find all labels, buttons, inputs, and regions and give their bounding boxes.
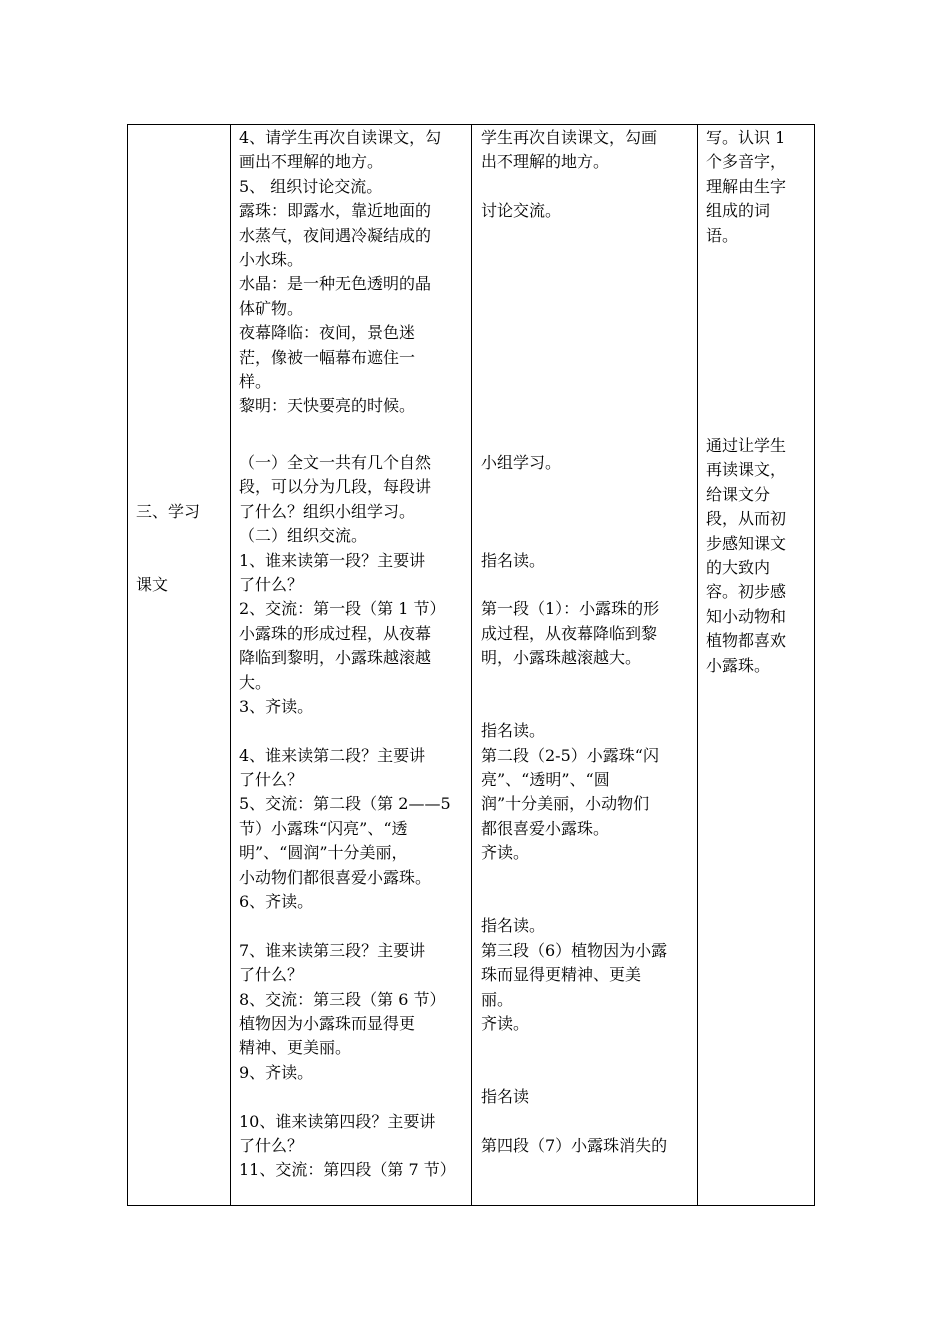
design-intent-line: 植物都喜欢 [706,631,787,651]
teacher-activity-line: 了什么？ [239,770,304,790]
teacher-activity-line: 5、交流：第二段（第 2——5 [239,794,451,814]
student-activity-line [481,890,693,914]
student-activity-line [481,573,693,597]
student-activity-line: 第二段（2-5）小露珠“闪 [481,745,659,765]
student-activity-line [481,1061,693,1085]
teacher-activity-line [239,719,467,743]
design-intent-line: 给课文分 [706,484,771,504]
teacher-activity-line [239,1085,467,1109]
teacher-activity-line: 7、谁来读第三段？主要讲 [239,940,426,960]
design-intent-block-1 [706,126,810,248]
design-intent-block-2 [706,434,810,678]
teacher-activity-line: 夜幕降临：夜间，景色迷 [239,323,416,343]
student-activity-line: 齐读。 [481,843,530,863]
section-label-line [136,500,221,524]
student-activity-line: 讨论交流。 [481,201,562,221]
design-intent-line: 容。初步感 [706,582,787,602]
student-activity-line: 学生再次自读课文，勾画 [481,128,658,147]
student-activity-line: 齐读。 [481,1013,530,1033]
student-activity-line [481,500,693,524]
design-intent-line: 再读课文， [706,460,787,480]
teacher-activity-line: 3、齐读。 [239,696,314,716]
teacher-activity-line: （一）全文一共有几个自然 [239,453,432,472]
teacher-activity-line: 4、谁来读第二段？主要讲 [239,745,426,765]
design-intent-line: 理解由生字 [706,176,787,196]
student-activity-line: 指名读。 [481,550,546,570]
teacher-activity-line [239,914,467,938]
design-intent-line: 小露珠。 [706,655,771,675]
teacher-activity-line: 2、交流：第一段（第 1 节） [239,599,446,619]
teacher-activity-line: 了什么？ [239,574,304,594]
student-activity-line: 第三段（6）植物因为小露 [481,940,668,960]
student-activity-line [481,524,693,548]
design-intent-line: 个多音字， [706,152,787,172]
student-activity-line: 第四段（7）小露珠消失的 [481,1135,668,1155]
table-divider [230,124,231,1206]
teacher-activity-line: 画出不理解的地方。 [239,152,384,172]
teacher-activity-line: 小水珠。 [239,249,304,269]
teacher-activity-line: 5、 组织讨论交流。 [239,176,383,196]
student-activity-line: 珠而显得更精神、更美 [481,965,642,985]
section-label-text: 三、学习 [136,501,201,521]
teacher-activity-line: 小动物们都很喜爱小露珠。 [239,867,432,887]
teacher-activity-line: 精神、更美丽。 [239,1038,352,1058]
student-activity-line: 亮”、“透明”、“圆 [481,770,610,790]
student-activity-line: 出不理解的地方。 [481,152,610,172]
student-activity-line: 指名读 [481,1087,530,1107]
design-intent-line: 步感知课文 [706,533,787,553]
section-label [136,451,221,646]
student-activity-block-1 [481,126,693,224]
student-activity-line: 润”十分美丽，小动物们 [481,794,650,814]
student-activity-line: 丽。 [481,989,514,1009]
design-intent-line: 段，从而初 [706,509,787,529]
teacher-activity-line: 露珠：即露水，靠近地面的 [239,201,432,221]
teacher-activity-block-2 [239,451,467,1183]
teacher-activity-line: 小露珠的形成过程，从夜幕 [239,623,432,643]
design-intent-line: 组成的词 [706,201,771,221]
student-activity-line: 指名读。 [481,721,546,741]
student-activity-line: 都很喜爱小露珠。 [481,818,610,838]
teacher-activity-line: 了什么？ [239,1135,304,1155]
student-activity-line [481,866,693,890]
teacher-activity-line: 样。 [239,371,272,391]
teacher-activity-line: 黎明：天快要亮的时候。 [239,396,416,416]
teacher-activity-block-1 [239,126,467,419]
student-activity-line [481,1110,693,1134]
teacher-activity-line: 4、请学生再次自读课文，勾 [239,128,442,147]
teacher-activity-line: 1、谁来读第一段？主要讲 [239,550,426,570]
student-activity-block-2 [481,451,693,1158]
teacher-activity-line: 段，可以分为几段，每段讲 [239,477,432,497]
teacher-activity-line: 降临到黎明，小露珠越滚越 [239,648,432,668]
design-intent-line: 知小动物和 [706,606,787,626]
teacher-activity-line: 水蒸气，夜间遇冷凝结成的 [239,225,432,245]
table-divider [697,124,698,1206]
teacher-activity-line: 6、齐读。 [239,892,314,912]
student-activity-line [481,475,693,499]
student-activity-line [481,671,693,695]
section-label-line: 课文 [136,575,169,595]
teacher-activity-line: 11、交流：第四段（第 7 节） [239,1160,456,1180]
teacher-activity-line: 水晶：是一种无色透明的晶 [239,274,432,294]
teacher-activity-line: 植物因为小露珠而显得更 [239,1013,416,1033]
design-intent-line: 语。 [706,225,739,245]
student-activity-line: 明，小露珠越滚越大。 [481,648,642,668]
teacher-activity-line: 10、谁来读第四段？主要讲 [239,1111,436,1131]
student-activity-line: 第一段（1）：小露珠的形 [481,599,660,619]
design-intent-line: 写。认识 1 [706,128,786,147]
teacher-activity-line: 了什么？组织小组学习。 [239,501,416,521]
teacher-activity-line: 明”、“圆润”十分美丽， [239,843,408,863]
student-activity-line: 指名读。 [481,916,546,936]
table-divider [471,124,472,1206]
design-intent-line: 的大致内 [706,557,771,577]
teacher-activity-line: 8、交流：第三段（第 6 节） [239,989,446,1009]
teacher-activity-line: 体矿物。 [239,298,304,318]
student-activity-line [481,175,693,199]
teacher-activity-line: 9、齐读。 [239,1062,314,1082]
student-activity-line [481,1036,693,1060]
teacher-activity-line: 茫，像被一幅幕布遮住一 [239,347,416,367]
student-activity-line: 成过程，从夜幕降临到黎 [481,623,658,643]
student-activity-line [481,695,693,719]
teacher-activity-line: 了什么？ [239,965,304,985]
teacher-activity-line: （二）组织交流。 [239,526,368,546]
student-activity-line: 小组学习。 [481,453,562,472]
teacher-activity-line: 节）小露珠“闪亮”、“透 [239,818,408,838]
teacher-activity-line: 大。 [239,672,272,692]
design-intent-line: 通过让学生 [706,436,787,455]
